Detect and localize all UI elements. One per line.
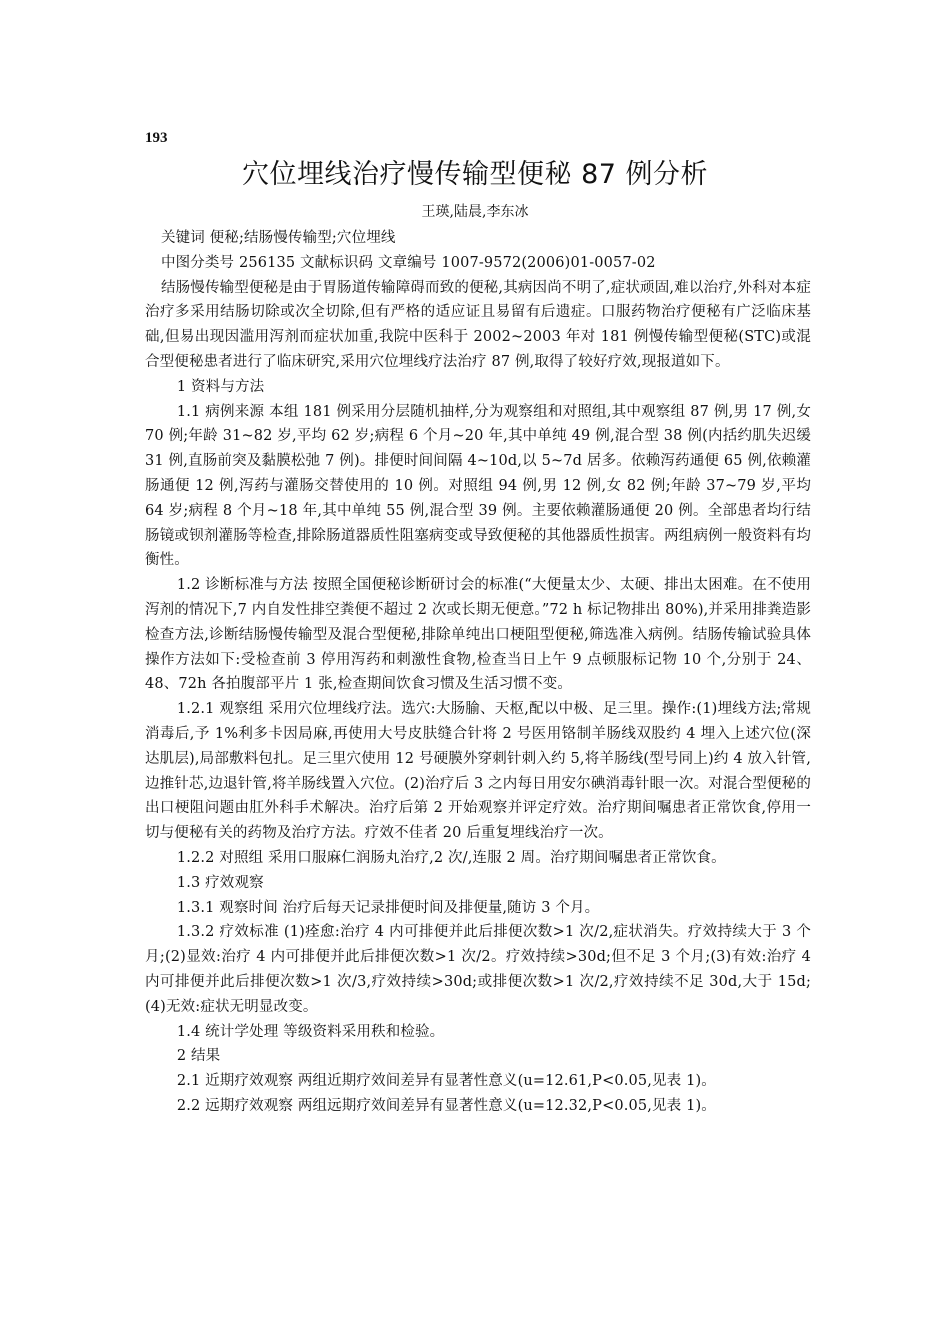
page-number: 193 [145,130,168,146]
section-heading-methods: 1 资料与方法 [176,378,265,395]
article-body [145,226,811,1119]
paragraph-observation-time: 1.3.1 观察时间 治疗后每天记录排便时间及排便量,随访 3 个月。 [176,899,600,916]
paragraph-statistics: 1.4 统计学处理 等级资料采用秩和检验。 [176,1023,445,1040]
intro-paragraph: 结肠慢传输型便秘是由于胃肠道传输障碍而致的便秘,其病因尚不明了,症状顽固,难以治疗,外科对本症治疗多采用结肠切除或次全切除,但有严格的适应证且易留有后遗症。口服药物治疗便秘有广泛临床基础,但易出现因滥用泻剂而症状加重,我院中医科于 2002~2003 年对 181 例慢传输型便秘(STC)或混合型便秘患者进行了临床研究,采用穴位埋线疗法治疗 87 例,取得了较好疗效,现报道如下。 [145,279,811,370]
paragraph-diagnosis: 1.2 诊断标准与方法 按照全国便秘诊断研讨会的标准(“大便量太少、太硬、排出太困难。在不使用泻剂的情况下,7 内自发性排空粪便不超过 2 次或长期无便意。”72 h 标记物排出 80%),并采用排粪造影检查方法,诊断结肠慢传输型及混合型便秘,排除单纯出口梗阻型便秘,筛选准入病例。结肠传输试验具体操作方法如下:受检查前 3 停用泻药和刺激性食物,检查当日上午 9 点顿服标记物 10 个,分别于 24、48、72h 各拍腹部平片 1 张,检查期间饮食习惯及生活习惯不变。 [145,577,811,693]
paragraph-short-term: 2.1 近期疗效观察 两组近期疗效间差异有显著性意义(u=12.61,P<0.05,见表 1)。 [176,1073,716,1090]
section-heading-efficacy: 1.3 疗效观察 [176,874,264,891]
paragraph-control-group: 1.2.2 对照组 采用口服麻仁润肠丸治疗,2 次/,连服 2 周。治疗期间嘱患者正常饮食。 [176,849,726,866]
paragraph-case-source: 1.1 病例来源 本组 181 例采用分层随机抽样,分为观察组和对照组,其中观察组 87 例,男 17 例,女 70 例;年龄 31~82 岁,平均 62 岁;病程 6 个月~20 年,其中单纯 49 例,混合型 38 例(内括约肌失迟缓 31 例,直肠前突及黏膜松弛 7 例)。排便时间间隔 4~10d,以 5~7d 居多。依赖泻药通便 65 例,依赖灌肠通便 12 例,泻药与灌肠交替使用的 10 例。对照组 94 例,男 12 例,女 82 例;年龄 37~79 岁,平均 64 岁;病程 8 个月~18 年,其中单纯 55 例,混合型 39 例。主要依赖灌肠通便 20 例。全部患者均行结肠镜或钡剂灌肠等检查,排除肠道器质性阻塞病变或导致便秘的其他器质性损害。两组病例一般资料有均衡性。 [145,403,811,569]
keywords-line: 关键词 便秘;结肠慢传输型;穴位埋线 [160,230,396,246]
paragraph-efficacy-criteria: 1.3.2 疗效标准 (1)痊愈:治疗 4 内可排便并此后排便次数>1 次/2,症状消失。疗效持续大于 3 个月;(2)显效:治疗 4 内可排便并此后排便次数>1 次/2。疗效持续>30d;但不足 3 个月;(3)有效:治疗 4 内可排便并此后排便次数>1 次/3,疗效持续>30d;或排便次数>1 次/2,疗效持续不足 30d,大于 15d;(4)无效:症状无明显改变。 [145,924,811,1015]
article-title: 穴位埋线治疗慢传输型便秘 87 例分析 [241,159,709,190]
author-list: 王瑛,陆晨,李东冰 [421,204,529,220]
paragraph-long-term: 2.2 远期疗效观察 两组远期疗效间差异有显著性意义(u=12.32,P<0.05,见表 1)。 [176,1097,716,1114]
section-heading-results: 2 结果 [176,1048,221,1065]
paragraph-observation-group: 1.2.1 观察组 采用穴位埋线疗法。选穴:大肠腧、天枢,配以中极、足三里。操作:(1)埋线方法;常规消毒后,予 1%利多卡因局麻,再使用大号皮肤缝合针将 2 号医用铬制羊肠线双股约 4 埋入上述穴位(深达肌层),局部敷料包扎。足三里穴使用 12 号硬膜外穿刺针刺入约 5,将羊肠线(型号同上)约 4 放入针管,边推针芯,边退针管,将羊肠线置入穴位。(2)治疗后 3 之内每日用安尔碘消毒针眼一次。对混合型便秘的出口梗阻问题由肛外科手术解决。治疗后第 2 开始观察并评定疗效。治疗期间嘱患者正常饮食,停用一切与便秘有关的药物及治疗方法。疗效不佳者 20 后重复埋线治疗一次。 [145,701,811,842]
classification-line: 中图分类号 256135 文献标识码 文章编号 1007-9572(2006)01-0057-02 [160,254,656,271]
